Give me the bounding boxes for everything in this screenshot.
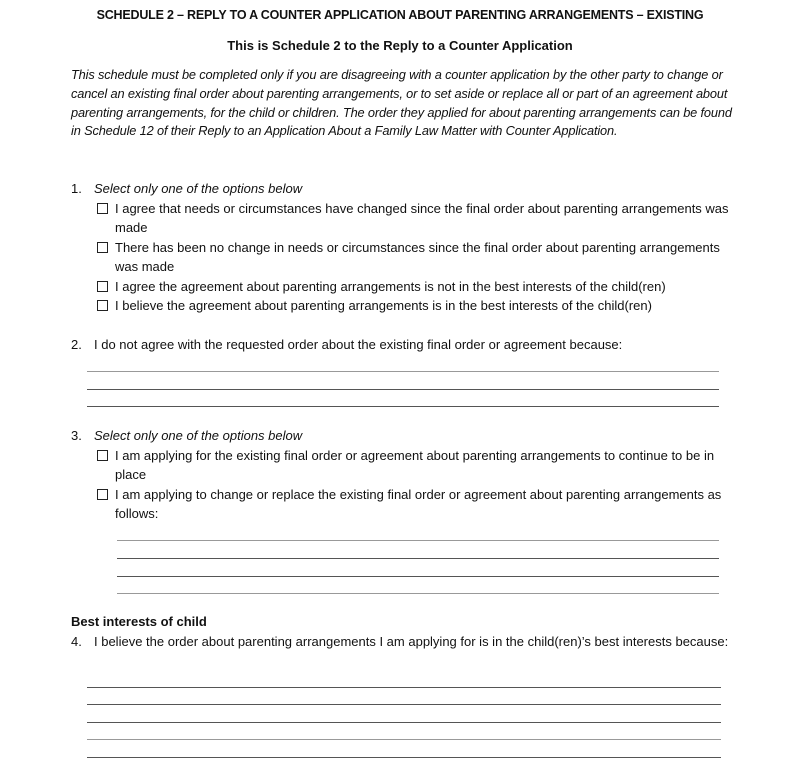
answer-line-q4-4[interactable] xyxy=(87,739,721,740)
answer-line-q3-4[interactable] xyxy=(117,593,719,594)
option-continue-order[interactable] xyxy=(96,446,736,485)
question-3 xyxy=(71,426,736,524)
option-no-change[interactable] xyxy=(96,238,736,277)
question-prompt: Select only one of the options below xyxy=(94,181,303,196)
checkbox[interactable] xyxy=(97,242,108,253)
answer-line-q4-3[interactable] xyxy=(87,722,721,723)
answer-line-q3-1[interactable] xyxy=(117,540,719,541)
answer-line-q2-2[interactable] xyxy=(87,389,719,390)
answer-line-q4-2[interactable] xyxy=(87,704,721,705)
question-prompt: I believe the order about parenting arrangements I am applying for is in the child(ren)’s best interests because: xyxy=(94,634,729,649)
question-2 xyxy=(71,335,736,355)
question-1 xyxy=(71,179,736,316)
answer-line-q3-2[interactable] xyxy=(117,558,719,559)
question-number: 1. xyxy=(71,181,82,196)
answer-line-q4-5[interactable] xyxy=(87,757,721,758)
answer-line-q4-1[interactable] xyxy=(87,687,721,688)
document-title: SCHEDULE 2 – REPLY TO A COUNTER APPLICATION ABOUT PARENTING ARRANGEMENTS – EXISTING xyxy=(96,8,704,22)
question-number: 4. xyxy=(71,634,82,649)
question-number: 3. xyxy=(71,428,82,443)
option-label: I believe the agreement about parenting arrangements is in the best interests of the child(ren) xyxy=(115,298,652,313)
option-change-order[interactable] xyxy=(96,485,736,524)
option-label: I am applying to change or replace the existing final order or agreement about parenting arrangements as follows: xyxy=(115,486,722,521)
question-number: 2. xyxy=(71,337,82,352)
question-prompt: Select only one of the options below xyxy=(94,428,303,443)
checkbox[interactable] xyxy=(97,450,108,461)
option-label: I agree that needs or circumstances have changed since the final order about parenting arrangements was made xyxy=(115,200,729,235)
answer-line-q2-3[interactable] xyxy=(87,406,719,407)
option-needs-changed[interactable] xyxy=(96,199,736,238)
option-label: I agree the agreement about parenting arrangements is not in the best interests of the child(ren) xyxy=(115,278,666,294)
section-heading-best-interests: Best interests of child xyxy=(71,614,207,629)
document-subtitle: This is Schedule 2 to the Reply to a Counter Application xyxy=(227,38,573,53)
checkbox[interactable] xyxy=(97,281,108,292)
answer-line-q2-1[interactable] xyxy=(87,371,719,372)
option-best-interests[interactable] xyxy=(96,296,736,316)
option-label: I am applying for the existing final order or agreement about parenting arrangements to continue to be in place xyxy=(115,447,715,482)
intro-instructions: This schedule must be completed only if you are disagreeing with a counter application by the other party to change or cancel an existing final order about parenting arrangements, or to set aside or replace all or part of an agreement about parenting arrangements, for the child or children. The order they applied for about parenting arrangements can be found in Schedule 12 of their Reply to an Application About a Family Law Matter with Counter Application. xyxy=(71,67,732,139)
checkbox[interactable] xyxy=(97,203,108,214)
answer-line-q3-3[interactable] xyxy=(117,576,719,577)
option-label: There has been no change in needs or circumstances since the final order about parenting arrangements was made xyxy=(115,239,720,274)
option-not-best-interests[interactable] xyxy=(96,277,736,297)
checkbox[interactable] xyxy=(97,300,108,311)
question-4 xyxy=(71,632,736,652)
question-prompt: I do not agree with the requested order about the existing final order or agreement because: xyxy=(94,337,623,352)
checkbox[interactable] xyxy=(97,489,108,500)
